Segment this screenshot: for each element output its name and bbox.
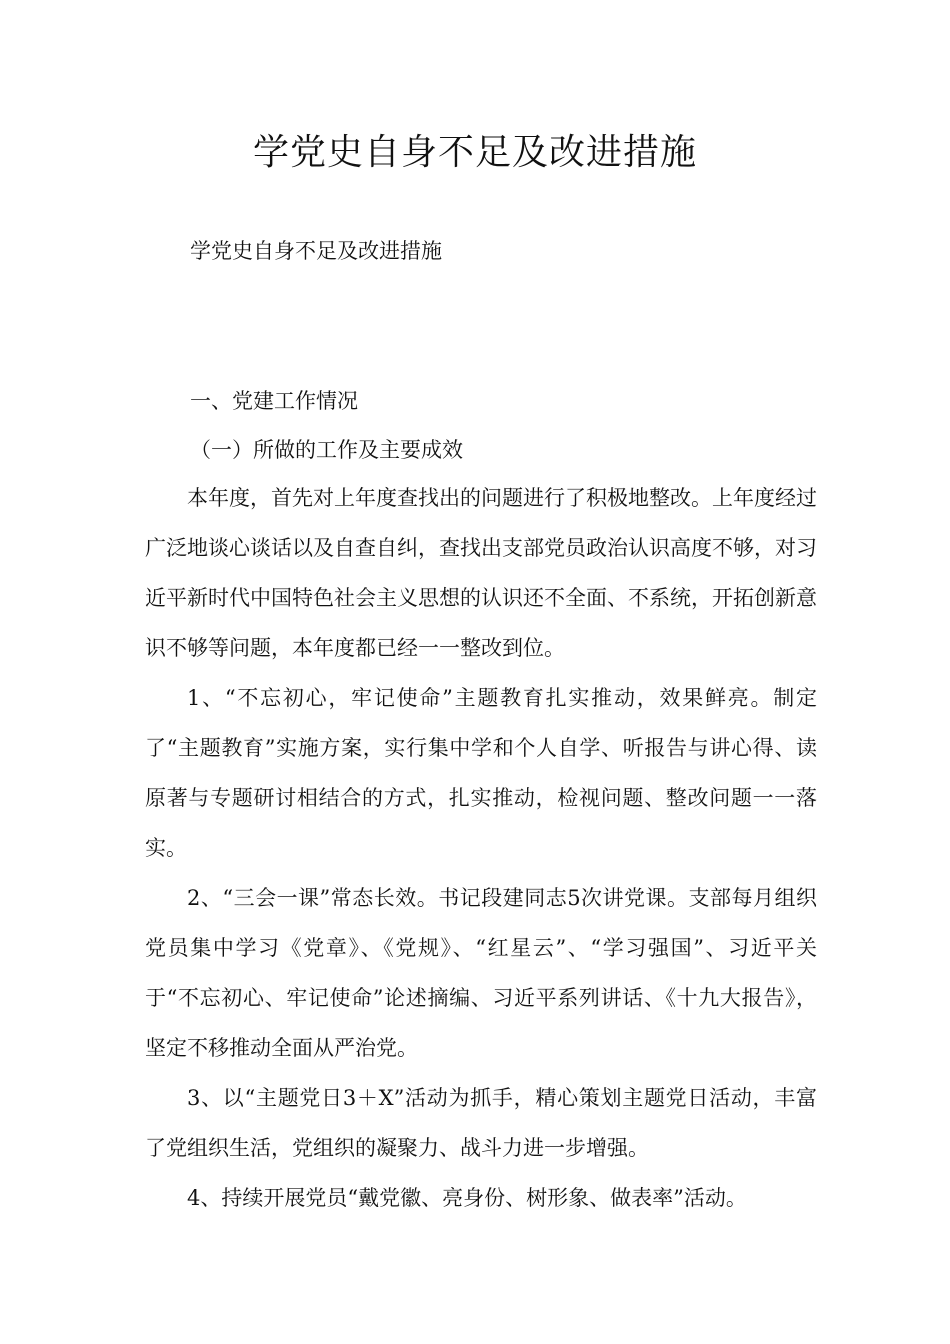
paragraph-3: 2、“三会一课”常态长效。书记段建同志5次讲党课。支部每月组织党员集中学习《党章》、《党规》、“红星云”、“学习强国”、习近平关于“不忘初心、牢记使命”论述摘编、习近平系列讲话、《十九大报告》，坚定不移推动全面从严治党。: [145, 886, 817, 1060]
paragraph-1: 本年度，首先对上年度查找出的问题进行了积极地整改。上年度经过广泛地谈心谈话以及自查自纠，查找出支部党员政治认识高度不够，对习近平新时代中国特色社会主义思想的认识还不全面、不系统，开拓创新意识不够等问题，本年度都已经一一整改到位。: [145, 486, 817, 660]
paragraph-4: 3、以“主题党日3＋X”活动为抓手，精心策划主题党日活动，丰富了党组织生活，党组织的凝聚力、战斗力进一步增强。: [145, 1086, 817, 1160]
subsection-heading: （一）所做的工作及主要成效: [190, 438, 463, 462]
paragraph-5: 4、持续开展党员“戴党徽、亮身份、树形象、做表率”活动。: [187, 1186, 747, 1210]
document-subtitle: 学党史自身不足及改进措施: [190, 239, 442, 263]
paragraph-2: 1、“不忘初心，牢记使命”主题教育扎实推动，效果鲜亮。制定了“主题教育”实施方案，实行集中学和个人自学、听报告与讲心得、读原著与专题研讨相结合的方式，扎实推动，检视问题、整改问题一一落实。: [145, 686, 817, 860]
document-title: 学党史自身不足及改进措施: [252, 132, 697, 173]
section-heading: 一、党建工作情况: [190, 389, 358, 413]
